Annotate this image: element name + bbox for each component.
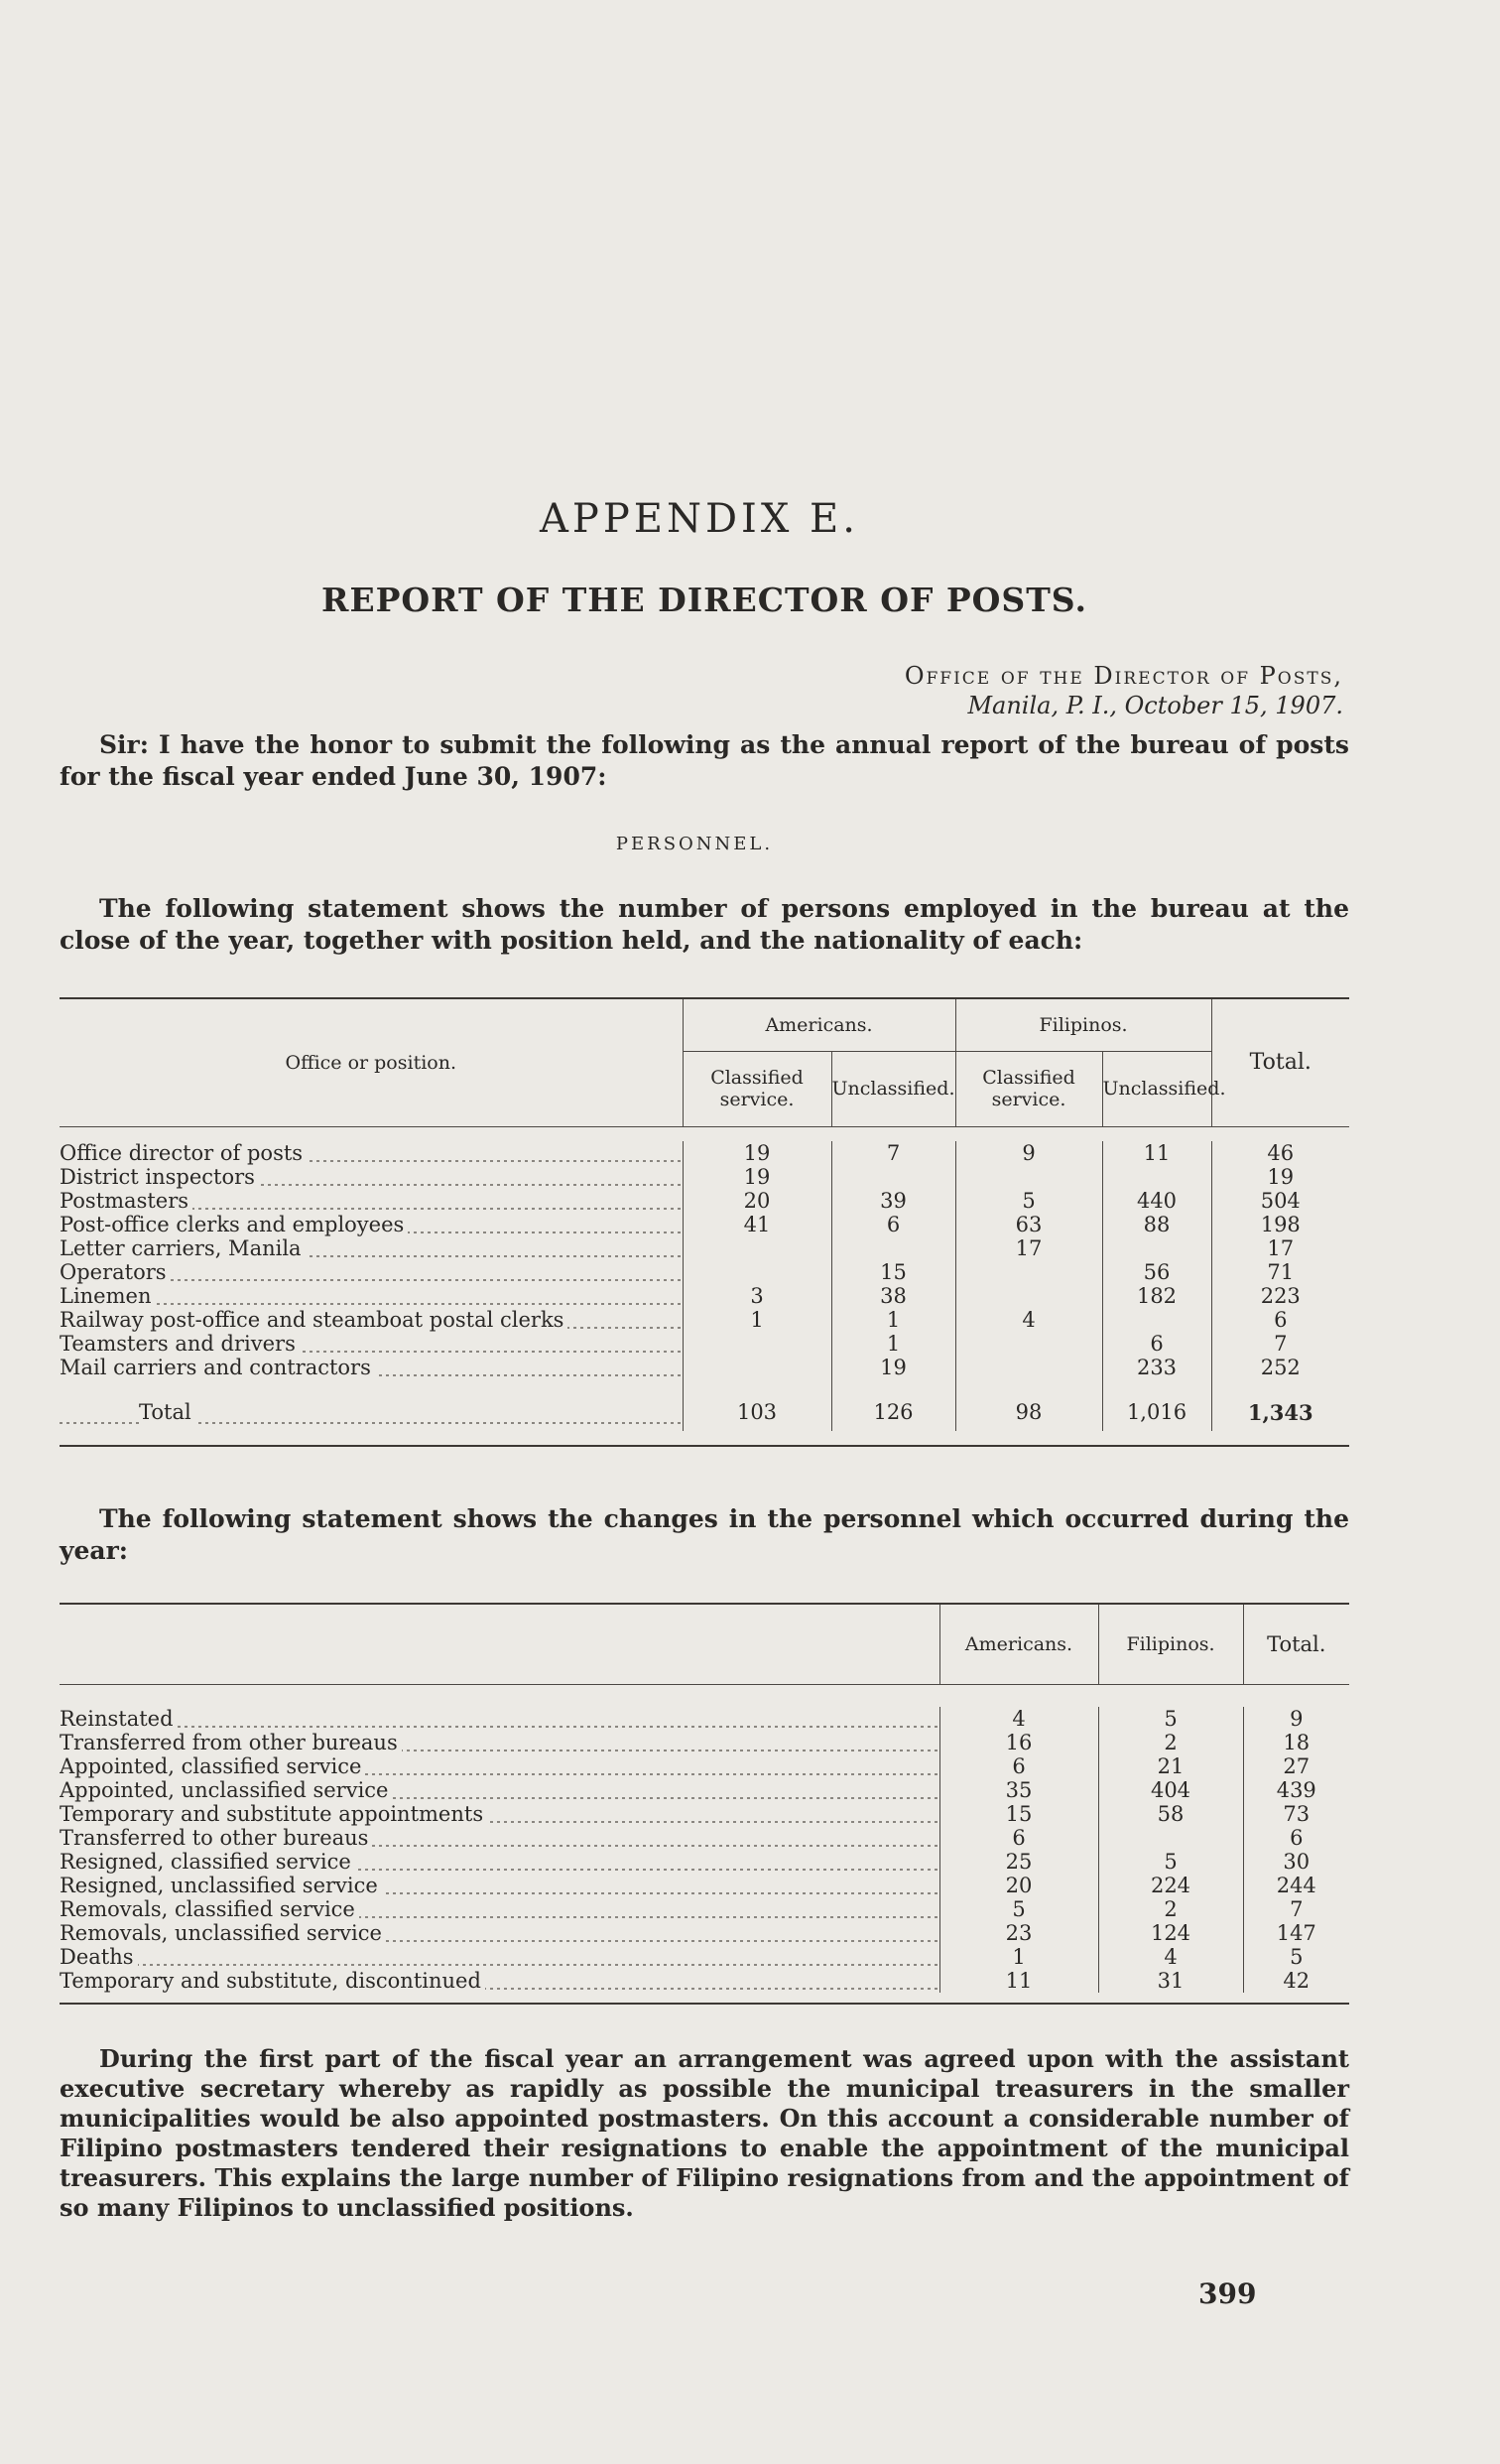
changes-table	[60, 1603, 1349, 2005]
total-cell: 6	[1243, 1826, 1349, 1850]
changes-americans-header: Americans.	[939, 1605, 1098, 1684]
row-label: Temporary and substitute appointments	[60, 1802, 939, 1826]
total-am-classified: 103	[683, 1379, 831, 1431]
fil-classified-cell: 5	[955, 1189, 1102, 1213]
row-label: Postmasters	[60, 1189, 683, 1213]
americans-cell: 4	[939, 1707, 1098, 1731]
table-row	[60, 1236, 1349, 1260]
table-row	[60, 1945, 1349, 1969]
fil-classified-cell	[955, 1332, 1102, 1356]
row-label: Post-office clerks and employees	[60, 1213, 683, 1236]
table-row	[60, 1332, 1349, 1356]
total-cell: 7	[1211, 1332, 1349, 1356]
americans-cell: 11	[939, 1969, 1098, 1993]
salutation: Sir:	[99, 730, 149, 759]
filipinos-cell: 2	[1098, 1897, 1243, 1921]
am-unclassified-cell: 19	[831, 1356, 955, 1379]
am-classified-header: Classified service.	[683, 1051, 831, 1126]
table-row	[60, 1189, 1349, 1213]
am-unclassified-header: Unclassified.	[831, 1051, 955, 1126]
office-line: Office of the Director of Posts,	[904, 662, 1343, 690]
total-row-label: Total	[60, 1379, 683, 1431]
fil-unclassified-cell: 56	[1102, 1260, 1211, 1284]
fil-unclassified-header: Unclassified.	[1102, 1051, 1211, 1126]
table-row	[60, 1213, 1349, 1236]
total-header: Total.	[1211, 999, 1349, 1126]
americans-cell: 16	[939, 1731, 1098, 1754]
row-label: Removals, unclassified service	[60, 1921, 939, 1945]
am-unclassified-cell: 1	[831, 1308, 955, 1332]
am-unclassified-cell: 7	[831, 1141, 955, 1165]
total-cell: 71	[1211, 1260, 1349, 1284]
total-cell: 252	[1211, 1356, 1349, 1379]
fil-unclassified-cell: 182	[1102, 1284, 1211, 1308]
filipinos-cell: 5	[1098, 1707, 1243, 1731]
total-cell: 147	[1243, 1921, 1349, 1945]
am-unclassified-cell: 15	[831, 1260, 955, 1284]
opening-paragraph	[60, 729, 1349, 793]
total-cell: 244	[1243, 1874, 1349, 1897]
total-cell: 27	[1243, 1754, 1349, 1778]
total-cell: 42	[1243, 1969, 1349, 1993]
americans-cell: 35	[939, 1778, 1098, 1802]
fil-classified-cell: 9	[955, 1141, 1102, 1165]
total-cell: 7	[1243, 1897, 1349, 1921]
row-label: Resigned, classified service	[60, 1850, 939, 1874]
row-label: Operators	[60, 1260, 683, 1284]
am-classified-cell	[683, 1332, 831, 1356]
table1-intro	[60, 893, 1349, 957]
am-unclassified-cell	[831, 1165, 955, 1189]
fil-classified-cell	[955, 1356, 1102, 1379]
row-label: Office director of posts	[60, 1141, 683, 1165]
americans-cell: 6	[939, 1754, 1098, 1778]
row-label: District inspectors	[60, 1165, 683, 1189]
total-fil-unclassified: 1,016	[1102, 1379, 1211, 1431]
am-classified-cell: 19	[683, 1141, 831, 1165]
am-classified-cell: 20	[683, 1189, 831, 1213]
row-label: Transferred to other bureaus	[60, 1826, 939, 1850]
fil-unclassified-cell: 440	[1102, 1189, 1211, 1213]
table-row	[60, 1778, 1349, 1802]
table-row	[60, 1707, 1349, 1731]
table-row	[60, 1921, 1349, 1945]
closing-paragraph	[60, 2044, 1349, 2223]
appendix-heading: APPENDIX E.	[540, 496, 859, 542]
place-date: Manila, P. I., October 15, 1907.	[967, 692, 1343, 719]
table-row	[60, 1260, 1349, 1284]
table-row	[60, 1874, 1349, 1897]
row-label: Reinstated	[60, 1707, 939, 1731]
table-row	[60, 1754, 1349, 1778]
total-cell: 18	[1243, 1731, 1349, 1754]
fil-unclassified-cell: 88	[1102, 1213, 1211, 1236]
fil-classified-cell	[955, 1260, 1102, 1284]
total-cell: 19	[1211, 1165, 1349, 1189]
americans-cell: 1	[939, 1945, 1098, 1969]
total-fil-classified: 98	[955, 1379, 1102, 1431]
table-row	[60, 1308, 1349, 1332]
total-cell: 17	[1211, 1236, 1349, 1260]
americans-cell: 23	[939, 1921, 1098, 1945]
am-classified-cell: 1	[683, 1308, 831, 1332]
section-heading: PERSONNEL.	[615, 834, 774, 854]
total-cell: 5	[1243, 1945, 1349, 1969]
filipinos-cell: 21	[1098, 1754, 1243, 1778]
row-label: Resigned, unclassified service	[60, 1874, 939, 1897]
am-classified-cell: 3	[683, 1284, 831, 1308]
fil-unclassified-cell: 233	[1102, 1356, 1211, 1379]
table1-intro-text: The following statement shows the number of persons employed in the bureau at the close of the year, together with position held, and the nationality of each:	[60, 894, 1349, 955]
row-label: Mail carriers and contractors	[60, 1356, 683, 1379]
table-row	[60, 1826, 1349, 1850]
closing-text: During the first part of the fiscal year an arrangement was agreed upon with the assistant executive secretary whereby as rapidly as possible the municipal treasurers in the smaller municipalities would be also appointed postmasters. On this account a considerable number of Filipino postmasters tendered their resignations to enable the appointment of the municipal treasurers. This explains the large number of Filipino resignations from and the appointment of so many Filipinos to unclassified positions.	[60, 2044, 1349, 2222]
row-label: Deaths	[60, 1945, 939, 1969]
fil-classified-cell: 4	[955, 1308, 1102, 1332]
am-unclassified-cell: 1	[831, 1332, 955, 1356]
am-unclassified-cell: 39	[831, 1189, 955, 1213]
table-row	[60, 1969, 1349, 1993]
total-cell: 223	[1211, 1284, 1349, 1308]
total-cell: 439	[1243, 1778, 1349, 1802]
row-label: Teamsters and drivers	[60, 1332, 683, 1356]
filipinos-cell: 404	[1098, 1778, 1243, 1802]
am-classified-cell	[683, 1356, 831, 1379]
total-cell: 30	[1243, 1850, 1349, 1874]
total-cell: 504	[1211, 1189, 1349, 1213]
table-row	[60, 1284, 1349, 1308]
americans-cell: 6	[939, 1826, 1098, 1850]
row-label: Temporary and substitute, discontinued	[60, 1969, 939, 1993]
total-cell: 46	[1211, 1141, 1349, 1165]
total-cell: 9	[1243, 1707, 1349, 1731]
fil-classified-cell: 63	[955, 1213, 1102, 1236]
fil-classified-header: Classified service.	[955, 1051, 1102, 1126]
table2-intro	[60, 1503, 1349, 1567]
filipinos-cell: 2	[1098, 1731, 1243, 1754]
filipinos-cell: 224	[1098, 1874, 1243, 1897]
fil-classified-cell: 17	[955, 1236, 1102, 1260]
filipinos-cell: 4	[1098, 1945, 1243, 1969]
table-row	[60, 1141, 1349, 1165]
filipinos-cell: 124	[1098, 1921, 1243, 1945]
row-label: Removals, classified service	[60, 1897, 939, 1921]
fil-unclassified-cell: 11	[1102, 1141, 1211, 1165]
row-label: Appointed, classified service	[60, 1754, 939, 1778]
americans-cell: 20	[939, 1874, 1098, 1897]
fil-classified-cell	[955, 1284, 1102, 1308]
total-cell: 6	[1211, 1308, 1349, 1332]
report-title: REPORT OF THE DIRECTOR OF POSTS.	[321, 581, 1087, 619]
fil-unclassified-cell: 6	[1102, 1332, 1211, 1356]
total-cell: 73	[1243, 1802, 1349, 1826]
americans-cell: 5	[939, 1897, 1098, 1921]
am-unclassified-cell: 38	[831, 1284, 955, 1308]
table-row	[60, 1802, 1349, 1826]
grand-total: 1,343	[1211, 1379, 1349, 1431]
personnel-table	[60, 997, 1349, 1447]
americans-cell: 25	[939, 1850, 1098, 1874]
table-row	[60, 1897, 1349, 1921]
changes-filipinos-header: Filipinos.	[1098, 1605, 1243, 1684]
americans-cell: 15	[939, 1802, 1098, 1826]
americans-header: Americans.	[683, 999, 955, 1051]
filipinos-header: Filipinos.	[955, 999, 1211, 1051]
table-row	[60, 1356, 1349, 1379]
row-label: Letter carriers, Manila	[60, 1236, 683, 1260]
table-row	[60, 1850, 1349, 1874]
row-label: Transferred from other bureaus	[60, 1731, 939, 1754]
total-cell: 198	[1211, 1213, 1349, 1236]
am-classified-cell: 41	[683, 1213, 831, 1236]
row-label: Linemen	[60, 1284, 683, 1308]
am-unclassified-cell: 6	[831, 1213, 955, 1236]
am-classified-cell	[683, 1260, 831, 1284]
filipinos-cell	[1098, 1826, 1243, 1850]
row-label: Appointed, unclassified service	[60, 1778, 939, 1802]
col-office-header: Office or position.	[285, 1052, 456, 1074]
am-classified-cell	[683, 1236, 831, 1260]
table-row	[60, 1165, 1349, 1189]
filipinos-cell: 5	[1098, 1850, 1243, 1874]
row-label: Railway post-office and steamboat postal clerks	[60, 1308, 683, 1332]
filipinos-cell: 58	[1098, 1802, 1243, 1826]
table-row	[60, 1731, 1349, 1754]
page-number: 399	[1198, 2277, 1257, 2310]
fil-unclassified-cell	[1102, 1165, 1211, 1189]
changes-total-header: Total.	[1243, 1605, 1349, 1684]
am-classified-cell: 19	[683, 1165, 831, 1189]
fil-classified-cell	[955, 1165, 1102, 1189]
table2-intro-text: The following statement shows the changes in the personnel which occurred during the year:	[60, 1504, 1349, 1565]
filipinos-cell: 31	[1098, 1969, 1243, 1993]
am-unclassified-cell	[831, 1236, 955, 1260]
opening-text: I have the honor to submit the following as the annual report of the bureau of posts for the fiscal year ended June 30, 1907:	[60, 730, 1349, 791]
total-am-unclassified: 126	[831, 1379, 955, 1431]
fil-unclassified-cell	[1102, 1308, 1211, 1332]
fil-unclassified-cell	[1102, 1236, 1211, 1260]
